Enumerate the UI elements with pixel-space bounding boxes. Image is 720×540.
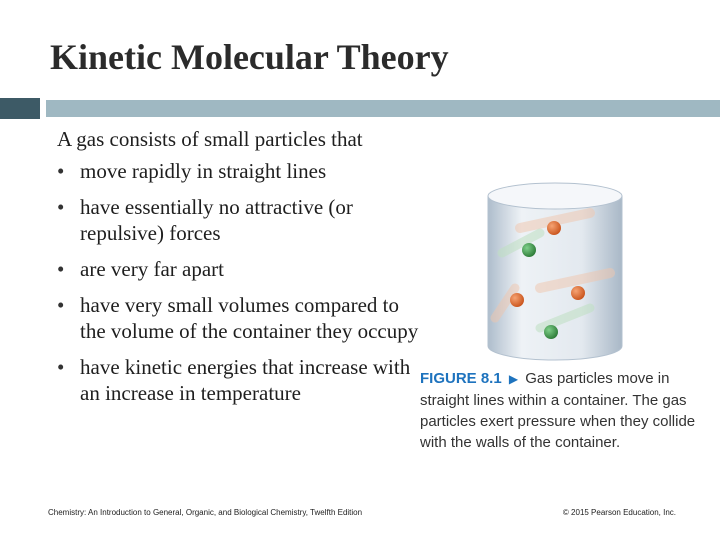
figure-caption <box>420 368 710 453</box>
gas-particle-orange <box>571 286 585 300</box>
bullet-list <box>57 158 427 406</box>
title-accent-block <box>0 98 40 119</box>
slide-title: Kinetic Molecular Theory <box>50 37 449 77</box>
container-top <box>488 183 622 209</box>
footer-copyright: © 2015 Pearson Education, Inc. <box>562 508 676 517</box>
figure-caption-text: Gas particles move in straight lines within a container. The gas particles exert pressure when they collide with the walls of the container. <box>420 370 696 451</box>
footer-source: Chemistry: An Introduction to General, Organic, and Biological Chemistry, Twelfth Edition <box>48 508 363 517</box>
triangle-arrow-icon: ▶ <box>508 372 519 386</box>
intro-text: A gas consists of small particles that <box>57 127 363 151</box>
gas-particle-green <box>522 243 536 257</box>
bullet-item: • have essentially no attractive (or repulsive) forces <box>57 194 427 246</box>
figure-label: FIGURE 8.1 <box>420 370 502 387</box>
bullet-item: • move rapidly in straight lines <box>57 158 427 184</box>
bullet-item: • have kinetic energies that increase with an increase in temperature <box>57 354 427 406</box>
bullet-item: • have very small volumes compared to the volume of the container they occupy <box>57 292 427 344</box>
title-divider-bar <box>46 100 720 117</box>
gas-particle-green <box>544 325 558 339</box>
gas-container-illustration <box>480 178 630 368</box>
slide-body <box>57 126 427 416</box>
bullet-item: • are very far apart <box>57 256 427 282</box>
gas-particle-orange <box>547 221 561 235</box>
gas-particle-orange <box>510 293 524 307</box>
